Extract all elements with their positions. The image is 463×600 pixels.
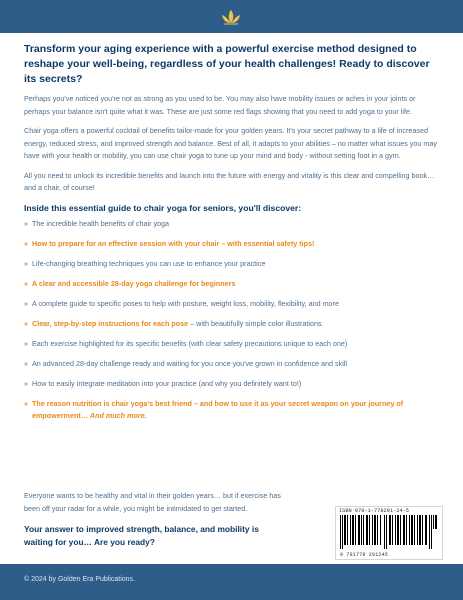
bullet-marker-icon: » (24, 318, 28, 328)
bullet-marker-icon: » (24, 238, 28, 248)
bullet-marker-icon: » (24, 378, 28, 388)
back-cover-text (24, 42, 441, 430)
lotus-icon (220, 9, 242, 25)
benefit-text: An advanced 28-day challenge ready and waiting for you once you've grown in confidence and skill (32, 358, 348, 368)
benefit-text: Clear, step-by-step instructions for each pose – with beautifully simple color illustrations (32, 318, 322, 328)
benefit-item (24, 258, 441, 271)
benefit-text: Each exercise highlighted for its specific benefits (with clear safety precautions unique to each one) (32, 338, 348, 348)
closing-paragraph: Everyone wants to be healthy and vital in their golden years… but if exercise has been off your radar for a while, you might be intimidated to get started. (24, 491, 281, 513)
benefit-item (24, 298, 441, 311)
bullet-marker-icon: » (24, 298, 28, 308)
top-band (0, 0, 463, 33)
barcode-number: 9 781778 291245 (340, 552, 389, 558)
benefit-text: How to prepare for an effective session with your chair – with essential safety tips! (32, 238, 315, 248)
benefit-item (24, 218, 441, 231)
paragraph: Chair yoga offers a powerful cocktail of benefits tailor-made for your golden years. It's your secret pathway to a life of increased energy, reduced stress, and improved strength and balance. Best of all, it adapts to your abilities – no matter what issues you may have with your health or mobility, you can use chair yoga to tune up your mind and body - without setting foot in a gym. (24, 126, 437, 160)
benefit-item (24, 378, 441, 391)
benefit-item (24, 358, 441, 371)
paragraph: Perhaps you've noticed you're not as strong as you used to be. You may also have mobility issues or aches in your joints or perhaps your balance isn't quite what it was. These are just some red flags showing that you need to add yoga to your life. (24, 94, 416, 116)
benefit-text: The incredible health benefits of chair yoga (32, 218, 170, 228)
benefit-item (24, 278, 441, 291)
benefit-text: A clear and accessible 28-day yoga challenge for beginners (32, 278, 236, 288)
benefit-extra: And much more. (89, 411, 147, 420)
closing-block (24, 490, 286, 558)
bullet-marker-icon: » (24, 358, 28, 368)
copyright: © 2024 by Golden Era Publications. (24, 576, 136, 583)
bullet-marker-icon: » (24, 218, 28, 228)
paragraph: All you need to unlock its incredible benefits and launch into the future with energy and vitality is this clear and compelling book… and a chair, of course! (24, 170, 435, 192)
benefit-text: The reason nutrition is chair yoga's best friend – and how to use it as your secret weapon on your journey of empowerment… And much more. (32, 398, 404, 420)
benefit-list (24, 218, 441, 423)
bullet-marker-icon: » (24, 278, 28, 288)
subhead: Inside this essential guide to chair yoga for seniors, you'll discover: (24, 202, 302, 213)
benefit-item (24, 238, 441, 251)
call-to-action: Your answer to improved strength, balance, and mobility is waiting for you… Are you ready? (24, 524, 259, 548)
bullet-marker-icon: » (24, 398, 28, 408)
barcode-bars (340, 515, 438, 549)
benefit-item (24, 318, 441, 331)
benefit-text: Life-changing breathing techniques you can use to enhance your practice (32, 258, 266, 268)
bullet-marker-icon: » (24, 338, 28, 348)
benefit-item (24, 398, 441, 423)
benefit-extra: – with beautifully simple color illustrations (190, 318, 322, 328)
isbn: ISBN 978-1-778291-24-5 (339, 508, 409, 514)
footer-band (0, 564, 463, 600)
benefit-text: How to easily integrate meditation into your practice (and why you definitely want to!) (32, 378, 302, 388)
bullet-marker-icon: » (24, 258, 28, 268)
headline: Transform your aging experience with a powerful exercise method designed to reshape your well-being, regardless of your health challenges! Ready to discover its secrets? (24, 43, 430, 85)
barcode (335, 506, 443, 560)
benefit-text: A complete guide to specific poses to help with posture, weight loss, mobility, flexibility, and more (32, 298, 339, 308)
benefit-item (24, 338, 441, 351)
